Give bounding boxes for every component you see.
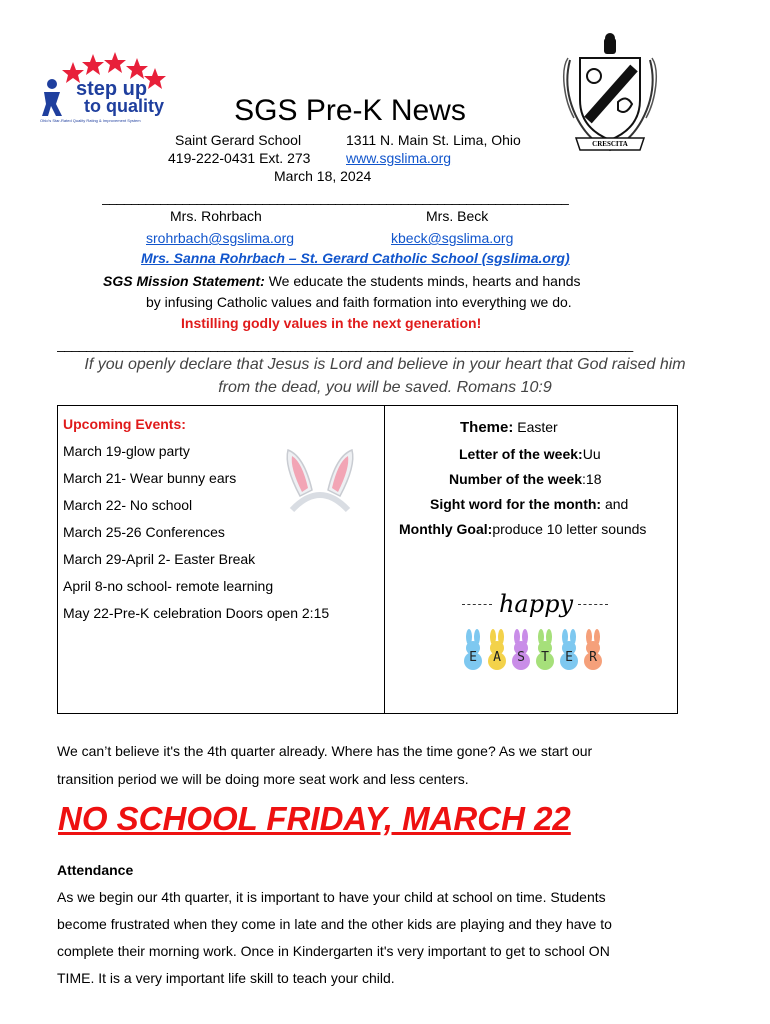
quarter-paragraph-line2: transition period we will be doing more seat work and less centers.	[57, 771, 469, 787]
easter-bunnies-row	[462, 628, 608, 670]
logo-text-step-up: step up	[76, 78, 148, 100]
number-row	[449, 471, 602, 487]
mission-statement-line1	[103, 273, 581, 289]
bunny-ears-image	[278, 446, 362, 516]
teacher2-name: Mrs. Beck	[426, 208, 489, 224]
school-name: Saint Gerard School	[175, 132, 302, 148]
number-value: :18	[582, 471, 602, 487]
dash-left	[462, 604, 492, 605]
mission-label: SGS Mission Statement:	[103, 273, 265, 289]
divider-line-2: _______________________________________________________________________________	[57, 336, 633, 352]
event-item: May 22-Pre-K celebration Doors open 2:15	[63, 605, 330, 621]
table-column-divider	[384, 405, 385, 714]
easter-letter: E	[469, 650, 477, 665]
theme-value: Easter	[513, 419, 558, 435]
mission-slogan: Instilling godly values in the next generation!	[181, 315, 482, 331]
teacher2-email-link[interactable]: kbeck@sgslima.org	[391, 230, 514, 246]
mission-text-1: We educate the students minds, hearts and hands	[264, 273, 581, 289]
monthly-goal-row	[399, 521, 646, 537]
school-phone: 419-222-0431 Ext. 273	[168, 150, 311, 166]
event-item: March 22- No school	[63, 497, 193, 513]
sight-label: Sight word for the month:	[430, 496, 602, 512]
logo-text-to-quality: to quality	[84, 96, 164, 116]
verse-line-1: If you openly declare that Jesus is Lord and believe in your heart that God raised him	[84, 356, 686, 373]
attendance-line: As we begin our 4th quarter, it is important to have your child at school on time. Students	[57, 889, 606, 905]
easter-bunny	[534, 628, 556, 670]
letter-row	[459, 446, 601, 462]
website-link[interactable]: www.sgslima.org	[346, 150, 452, 166]
easter-bunny	[486, 628, 508, 670]
sight-value: and	[601, 496, 629, 512]
attendance-line: complete their morning work. Once in Kindergarten it's very important to get to school ON	[57, 943, 610, 959]
crest-motto: CRESCITA	[592, 140, 628, 148]
theme-label: Theme:	[460, 419, 514, 436]
event-item: March 19-glow party	[63, 443, 190, 459]
events-heading: Upcoming Events:	[63, 416, 186, 432]
newsletter-title: SGS Pre-K News	[234, 94, 466, 127]
teacher-page-link[interactable]: Mrs. Sanna Rohrbach – St. Gerard Catholic School (sgslima.org)	[141, 250, 570, 266]
attendance-heading: Attendance	[57, 862, 134, 878]
bible-verse	[40, 353, 730, 399]
goal-value: produce 10 letter sounds	[492, 521, 647, 537]
verse-line-2: from the dead, you will be saved. Romans 10:9	[218, 379, 552, 396]
number-label: Number of the week	[449, 471, 583, 487]
goal-label: Monthly Goal:	[399, 521, 493, 537]
letter-value: Uu	[582, 446, 601, 462]
logo-tagline: Ohio's Star-Rated Quality Rating & Improvement System	[40, 118, 141, 123]
easter-letter: T	[541, 650, 549, 665]
mission-text-2: by infusing Catholic values and faith formation into everything we do.	[146, 294, 572, 310]
easter-letter: R	[589, 650, 597, 665]
teacher1-name: Mrs. Rohrbach	[170, 208, 262, 224]
easter-letter: A	[493, 650, 501, 665]
newsletter-date: March 18, 2024	[274, 168, 372, 184]
school-address: 1311 N. Main St. Lima, Ohio	[346, 132, 521, 148]
easter-letter: S	[517, 650, 525, 665]
attendance-line: TIME. It is a very important life skill to teach your child.	[57, 970, 395, 986]
easter-bunny	[510, 628, 532, 670]
divider-line: ________________________________________________________________	[102, 189, 569, 205]
event-item: March 21- Wear bunny ears	[63, 470, 237, 486]
attendance-line: become frustrated when they come in late and the other kids are playing and they have to	[57, 916, 612, 932]
easter-letter: E	[565, 650, 573, 665]
event-item: March 29-April 2- Easter Break	[63, 551, 256, 567]
theme-row	[460, 419, 558, 436]
quarter-paragraph-line1: We can’t believe it's the 4th quarter already. Where has the time gone? As we start our	[57, 743, 593, 759]
happy-easter-image	[462, 592, 608, 672]
sight-word-row	[430, 496, 628, 512]
easter-bunny	[582, 628, 604, 670]
event-item: April 8-no school- remote learning	[63, 578, 274, 594]
easter-bunny	[462, 628, 484, 670]
event-item: March 25-26 Conferences	[63, 524, 225, 540]
letter-label: Letter of the week:	[459, 446, 583, 462]
dash-right	[578, 604, 608, 605]
easter-bunny	[558, 628, 580, 670]
teacher1-email-link[interactable]: srohrbach@sgslima.org	[146, 230, 295, 246]
no-school-banner: NO SCHOOL FRIDAY, MARCH 22	[58, 800, 571, 837]
happy-text: happy	[498, 590, 574, 618]
